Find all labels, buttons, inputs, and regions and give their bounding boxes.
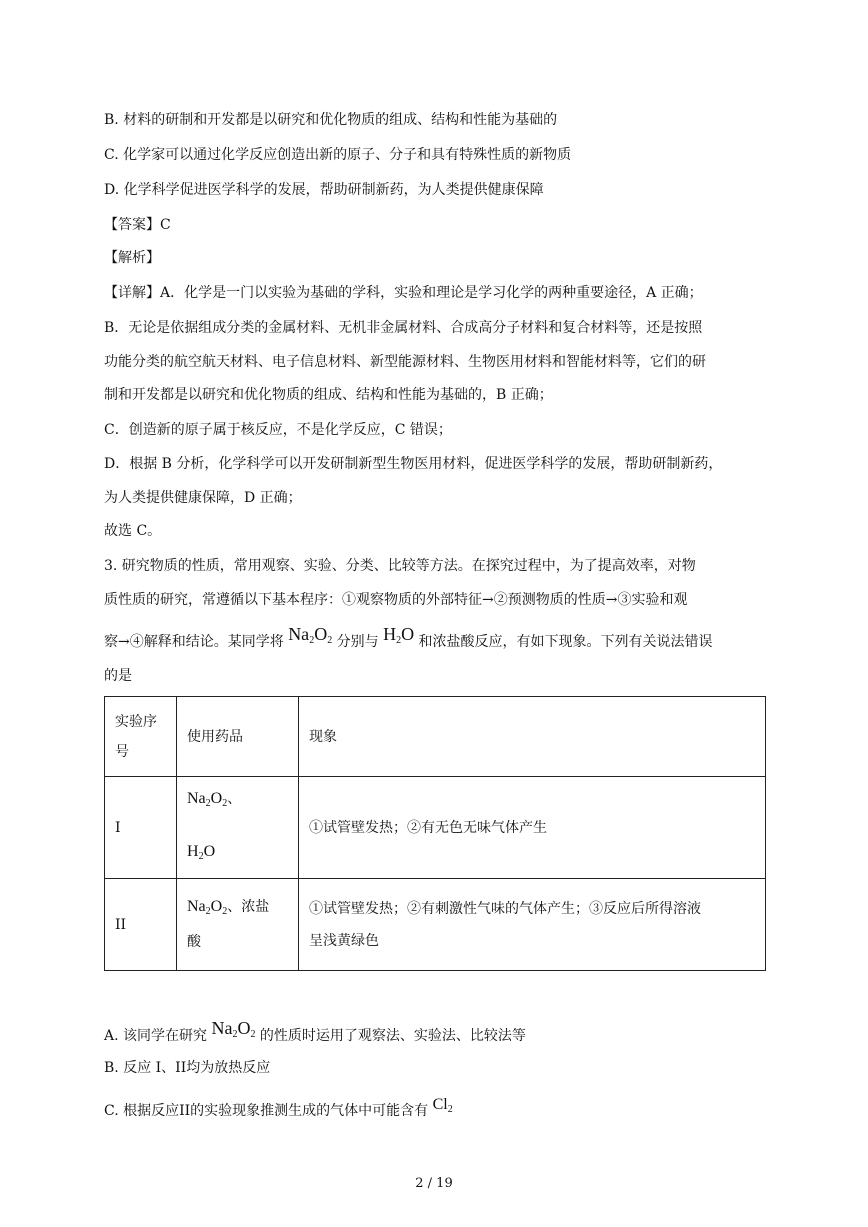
formula-cl2: $Cl_2$ <box>432 1096 453 1115</box>
row-id: II <box>105 879 177 971</box>
detail-line-7: 为人类提供健康保障，D 正确； <box>104 490 302 506</box>
option-d-text: D. 化学科学促进医学科学的发展，帮助研制新药，为人类提供健康保障 <box>104 182 544 198</box>
option-c-text: C. 化学家可以通过化学反应创造出新的原子、分子和具有特殊性质的新物质 <box>104 147 572 163</box>
header-reagents: 使用药品 <box>177 697 299 777</box>
question-3-line-4: 的是 <box>104 668 132 684</box>
detail-line-4: 制和开发都是以研究和优化物质的组成、结构和性能为基础的，B 正确； <box>104 387 553 403</box>
table-row <box>105 777 766 879</box>
formula-na2o2: $Na_2O_2$ <box>211 1018 256 1040</box>
page-number: 2 / 19 <box>415 1176 453 1191</box>
choice-b: B. 反应 I、II均为放热反应 <box>104 1060 271 1076</box>
header-phenomenon: 现象 <box>299 697 766 777</box>
question-3-line-2: 质性质的研究，常遵循以下基本程序：①观察物质的外部特征→②预测物质的性质→③实验和观 <box>104 592 688 608</box>
table-header-row <box>105 697 766 777</box>
table-row <box>105 879 766 971</box>
row-reagents: $Na_2O_2$、 $H_2O$ <box>177 777 299 879</box>
choice-c: C. 根据反应II的实验现象推测生成的气体中可能含有 $Cl_2$ <box>104 1096 453 1119</box>
detail-line-5: C．创造新的原子属于核反应，不是化学反应，C 错误； <box>104 422 452 438</box>
answer-label: 【答案】C <box>104 217 171 233</box>
detail-line-3: 功能分类的航空航天材料、电子信息材料、新型能源材料、生物医用材料和智能材料等，它们的研 <box>104 354 706 370</box>
detail-line-1: 【详解】A．化学是一门以实验为基础的学科，实验和理论是学习化学的两种重要途径，A 正确； <box>104 285 703 301</box>
row-phenomenon: ①试管壁发热；②有无色无味气体产生 <box>299 777 766 879</box>
row-phenomenon: ①试管壁发热；②有刺激性气味的气体产生；③反应后所得溶液 呈浅黄绿色 <box>299 879 766 971</box>
question-3-line-1: 3. 研究物质的性质，常用观察、实验、分类、比较等方法。在探究过程中，为了提高效率，对物 <box>104 558 696 574</box>
formula-na2o2: $Na_2O_2$ <box>187 789 228 809</box>
formula-h2o: $H_2O$ <box>187 842 216 862</box>
detail-line-2: B．无论是依据组成分类的金属材料、无机非金属材料、合成高分子材料和复合材料等，还是按照 <box>104 320 703 336</box>
option-b-text: B. 材料的研制和开发都是以研究和优化物质的组成、结构和性能为基础的 <box>104 112 558 128</box>
experiment-table <box>104 696 766 971</box>
analysis-label: 【解析】 <box>104 250 160 266</box>
formula-na2o2: $Na_2O_2$ <box>288 624 333 646</box>
formula-na2o2: $Na_2O_2$ <box>187 898 228 917</box>
question-3-line-3: 察→④解释和结论。某同学将 $Na_2O_2$ 分别与 $H_2O$ 和浓盐酸反应，有如下现象。下列有关说法错误 <box>104 624 713 650</box>
conclusion-text: 故选 C。 <box>104 523 162 539</box>
header-experiment-number: 实验序 号 <box>105 697 177 777</box>
row-id: I <box>105 777 177 879</box>
choice-a: A. 该同学在研究 $Na_2O_2$ 的性质时运用了观察法、实验法、比较法等 <box>104 1018 526 1044</box>
formula-h2o: $H_2O$ <box>383 624 415 646</box>
detail-line-6: D．根据 B 分析，化学科学可以开发研制新型生物医用材料，促进医学科学的发展，帮助研制新药， <box>104 456 723 472</box>
row-reagents: $Na_2O_2$、浓盐 酸 <box>177 879 299 971</box>
